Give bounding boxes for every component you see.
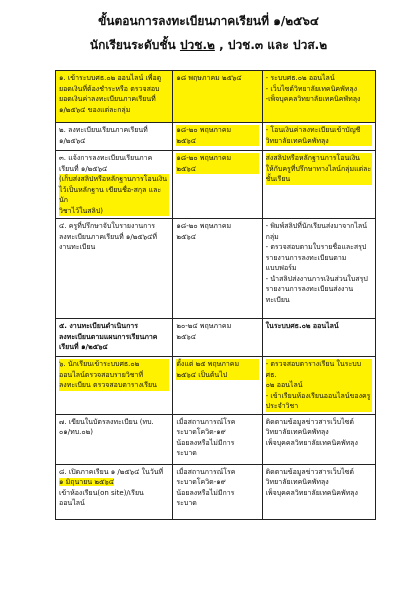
step-highlight-date: ๑ มิถุนายน ๒๕๖๔ <box>59 478 115 486</box>
action-cell <box>262 151 375 219</box>
action-text: - พิมพ์สลิปที่นักเรียนส่งมาจากไลน์ <box>265 222 368 230</box>
step-text: ๘. เปิดภาคเรียน ๑ /๒๕๖๔ ในวันที่ <box>59 467 164 476</box>
action-cell <box>262 464 375 519</box>
action-text: รายงานการลงทะเบียนตาม <box>265 253 347 262</box>
date-text: ๒๐-๒๔ พฤษภาคม <box>176 322 232 330</box>
date-text: ระบาดโควิด-๑๙ <box>176 428 226 436</box>
action-text: - ตรวจสอบตามใบรายชื่อและสรุป <box>265 243 367 251</box>
step-text: ลงทะเบียนตามแผนการเรียนภาค <box>59 332 158 341</box>
table-row <box>56 123 376 151</box>
step-text: เรียนที่ ๑/๒๕๖๔ <box>59 343 108 351</box>
action-text: เพ็จบุคคลวิทยาลัยเทคนิคพัทลุง <box>265 488 358 497</box>
table-row <box>56 151 376 219</box>
action-text: -เพ็จบุคคลวิทยาลัยเทคนิคพัทลุง <box>265 95 361 103</box>
date-cell <box>173 151 262 219</box>
page-title: ขั้นตอนการลงทะเบียนภาคเรียนที่ ๑/๒๕๖๔ <box>98 14 319 28</box>
date-text: ๒๕๖๔ <box>176 232 197 241</box>
step-cell <box>56 357 173 415</box>
action-text: - ตรวจสอบตารางเรียน ในระบบศธ. <box>266 359 372 380</box>
action-text: ในระบบศธ.๐๒ ออนไลน์ <box>265 322 339 330</box>
subtitle-part-b: ปวช.๒ <box>179 38 215 52</box>
action-cell <box>262 414 375 464</box>
date-text: ๒๕๖๔ <box>176 164 258 175</box>
action-text: ให้กับครูที่ปรึกษาทางไลน์กลุ่มแต่ละ <box>265 164 372 173</box>
step-cell <box>56 123 173 151</box>
date-text: ๑๘-๒๐ พฤษภาคม <box>176 222 232 230</box>
action-text: - เว็บไซต์วิทยาลัยเทคนิคพัทลุง <box>265 84 358 93</box>
step-cell <box>56 151 173 219</box>
step-text: ๐๑/ทบ.๐๒) <box>59 428 93 436</box>
action-text: วิทยาลัยเทคนิคพัทลุง <box>265 478 329 486</box>
action-text: แบบฟอร์ม <box>265 264 297 272</box>
action-cell <box>262 71 375 123</box>
action-text: ติดตามข้อมูลข่าวสารเว็บไซต์ <box>265 417 354 426</box>
action-text: วิทยาลัยเทคนิคพัทลุง <box>265 428 329 436</box>
step-note: ไว้เป็นหลักฐาน เขียนชื่อ-สกุล และนัก <box>59 185 169 206</box>
action-cell <box>262 123 375 151</box>
action-text: - นำสลิปส่งงานการเงินส่วนใบสรุป <box>265 274 368 283</box>
step-cell <box>56 71 173 123</box>
action-text: วิทยาลัยเทคนิคพัทลุง <box>266 136 372 147</box>
action-text: ประจำวิชา <box>266 401 372 412</box>
table-row <box>56 219 376 319</box>
registration-steps-table <box>55 70 376 520</box>
step-text: ๕. งานทะเบียนดำเนินการ <box>59 322 138 330</box>
action-text: - เข้าเรียนห้องเรียนออนไลน์ของครู <box>265 391 371 400</box>
step-text: ยอดเงินที่ต้องชำระหรือ ตรวจสอบ <box>59 84 160 93</box>
date-cell <box>173 123 262 151</box>
action-cell <box>262 357 375 415</box>
table-row <box>56 464 376 519</box>
table-row <box>56 414 376 464</box>
date-text: เมื่อสถานการณ์โรค <box>176 467 236 476</box>
date-cell <box>173 464 262 519</box>
step-text: งานทะเบียน <box>59 243 96 251</box>
date-text: ระบาดโควิด-๑๙ <box>176 478 226 486</box>
action-text: เพ็จบุคคลวิทยาลัยเทคนิคพัทลุง <box>265 438 358 447</box>
table-row <box>56 319 376 357</box>
action-text: กลุ่ม <box>265 232 279 241</box>
step-note: (เก็บส่งสลิปหรือหลักฐานการโอนเงิน <box>59 174 169 185</box>
step-text: ๒. ลงทะเบียนเรียนภาคเรียนที่ <box>59 126 148 134</box>
subtitle-part-a: นักเรียนระดับชั้น <box>89 38 180 52</box>
step-cell <box>56 219 173 319</box>
step-text: ยอดเงินค่าลงทะเบียนภาคเรียนที่ <box>59 95 156 103</box>
date-cell <box>173 71 262 123</box>
step-text: ๗. เขียนในบัตรลงทะเบียน (ทบ. <box>59 417 154 426</box>
step-cell <box>56 319 173 357</box>
date-text: เมื่อสถานการณ์โรค <box>176 417 236 426</box>
step-text: เรียนที่ ๑/๒๕๖๔ <box>59 164 108 173</box>
date-text: ๑๘ พฤษภาคม ๒๕๖๔ <box>176 74 242 82</box>
date-text: น้อยลงหรือไม่มีการ <box>176 488 235 497</box>
action-text: ส่งสลิปหรือหลักฐานการโอนเงิน <box>266 153 372 164</box>
step-text: ๑/๒๕๖๔ <box>59 136 86 145</box>
date-cell <box>173 414 262 464</box>
step-text: ๓. แจ้งการลงทะเบียนเรียนภาค <box>59 154 153 162</box>
date-text: ๒๕๖๔ <box>176 136 258 147</box>
date-text: ระบาด <box>176 449 197 457</box>
step-text: ลงทะเบียนภาคเรียนที่ ๑/๒๕๖๔ที่ <box>59 232 157 241</box>
step-text: ลงทะเบียน ตรวจสอบตารางเรียน <box>59 380 169 391</box>
date-cell <box>173 319 262 357</box>
date-text: น้อยลงหรือไม่มีการ <box>176 438 235 447</box>
action-text: - โอนเงินค่าลงทะเบียนเข้าบัญชี <box>266 125 372 136</box>
action-cell <box>262 319 375 357</box>
step-cell <box>56 464 173 519</box>
date-text: ๑๘-๒๐ พฤษภาคม <box>176 153 258 164</box>
date-text: ๒๕๖๔ <box>176 332 197 341</box>
subtitle-part-c: , ปวช.๓ และ ปวส.๒ <box>214 38 328 52</box>
step-text: เข้าห้องเรียน(on site)/เรียน <box>59 488 144 497</box>
table-row <box>56 71 376 123</box>
step-cell <box>56 414 173 464</box>
date-text: ๑๘-๒๐ พฤษภาคม <box>176 125 258 136</box>
date-cell <box>173 219 262 319</box>
action-text: รายงานการลงทะเบียนส่งงาน <box>265 285 354 293</box>
action-text: ติดตามข้อมูลข่าวสารเว็บไซต์ <box>265 467 354 476</box>
date-cell <box>173 357 262 415</box>
action-cell <box>262 219 375 319</box>
date-text: ๒๕๖๔ เป็นต้นไป <box>176 370 258 381</box>
page-subtitle <box>0 38 417 52</box>
step-text: ๑/๒๕๖๔ ของแต่ละกลุ่ม <box>59 105 131 114</box>
date-text: ระบาด <box>176 499 197 507</box>
step-note: วิชาไว้ในสลิป) <box>59 206 169 217</box>
step-text: ออนไลน์ <box>59 499 85 507</box>
action-text: ทะเบียน <box>265 295 290 304</box>
step-text: ๔. ครูที่ปรึกษาจับใบรายงานการ <box>59 222 156 230</box>
date-text: ตั้งแต่ ๒๕ พฤษภาคม <box>176 359 258 370</box>
action-text: ๐๒ ออนไลน์ <box>266 380 372 391</box>
step-text: ๖. นักเรียนเข้าระบบศธ.๐๒ <box>59 359 169 370</box>
action-text: ชั้นเรียน <box>266 174 372 185</box>
step-text: ออนไลน์ตรวจสอบรายวิชาที่ <box>59 370 169 381</box>
step-text: ๑. เข้าระบบศธ.๐๒ ออนไลน์ เพื่อดู <box>59 74 162 82</box>
table-row <box>56 357 376 415</box>
action-text: - ระบบศธ.๐๒ ออนไลน์ <box>265 74 335 82</box>
